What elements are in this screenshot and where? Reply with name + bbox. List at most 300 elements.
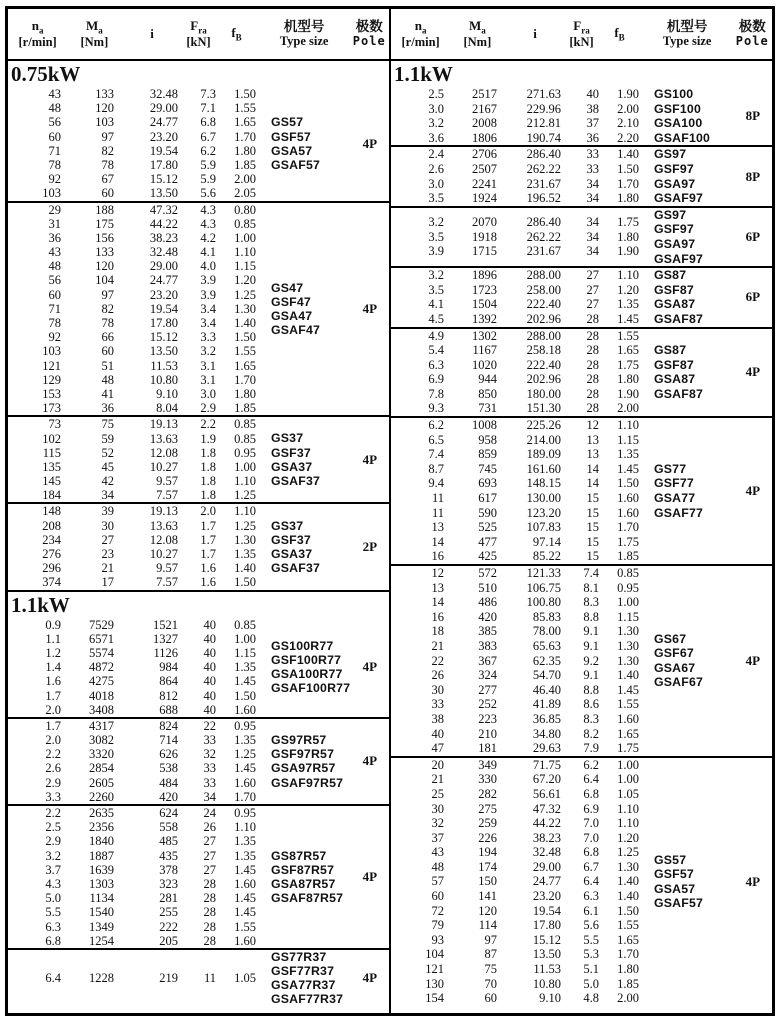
col-header-type	[259, 9, 350, 59]
cell-na: 6.2	[428, 418, 444, 433]
cell-na: 2.5	[45, 820, 61, 835]
table-row	[8, 618, 262, 632]
cell-na: 56	[48, 115, 61, 130]
cell-i: 32.48	[532, 845, 561, 860]
pole-label: 4P	[745, 483, 761, 499]
cell-fb: 1.60	[234, 702, 256, 717]
type-size-label: GSA87	[654, 372, 696, 387]
data-block	[8, 201, 389, 416]
cell-fb: 0.95	[234, 445, 256, 460]
header-symbol-main: n	[31, 17, 39, 33]
cell-i: 32.48	[149, 245, 178, 260]
header-symbol	[597, 26, 641, 43]
cell-fb: 1.10	[234, 504, 256, 519]
cell-fra: 15	[586, 505, 599, 520]
cell-fra: 37	[586, 116, 599, 131]
table-row	[8, 359, 262, 373]
cell-i: 558	[159, 820, 178, 835]
header-symbol-main: f	[614, 24, 619, 40]
cell-na: 1.2	[45, 645, 61, 660]
type-size-label: GS57	[654, 852, 687, 867]
cell-fra: 1.6	[200, 561, 216, 576]
cell-na: 14	[431, 534, 444, 549]
cell-fb: 2.00	[617, 401, 639, 416]
type-size-label: GSAF47	[271, 323, 321, 338]
power-table-left	[8, 9, 391, 1013]
cell-na: 32	[431, 816, 444, 831]
cell-i: 9.57	[156, 474, 178, 489]
cell-na: 73	[48, 417, 61, 432]
cell-ma: 4018	[89, 688, 114, 703]
cell-ma: 2507	[472, 161, 497, 176]
table-row	[8, 387, 262, 401]
cell-na: 3.2	[428, 116, 444, 131]
cell-ma: 486	[478, 595, 497, 610]
type-size-label: GSAF57	[654, 896, 704, 911]
cell-ma: 97	[101, 287, 114, 302]
type-size-label: GSA37	[271, 547, 313, 561]
header-symbol-main: f	[231, 24, 236, 40]
cell-na: 3.9	[428, 244, 444, 259]
cell-i: 13.50	[532, 947, 561, 962]
cell-i: 688	[159, 702, 178, 717]
cell-i: 24.77	[532, 874, 561, 889]
type-size-label: GSA47	[271, 308, 313, 323]
cell-fra: 40	[203, 702, 216, 717]
type-size-label: GSA97	[654, 236, 696, 251]
cell-fb: 1.45	[617, 311, 639, 326]
cell-fb: 1.80	[234, 143, 256, 158]
data-block	[391, 87, 772, 145]
cell-i: 13.50	[149, 344, 178, 359]
type-size-group	[262, 950, 351, 1007]
cell-fb: 1.75	[617, 534, 639, 549]
cell-na: 130	[425, 976, 444, 991]
cell-ma: 383	[478, 638, 497, 653]
cell-ma: 39	[101, 504, 114, 519]
cell-fra: 7.0	[583, 830, 599, 845]
cell-na: 1.1	[45, 631, 61, 646]
cell-fra: 3.9	[200, 273, 216, 288]
cell-fb: 1.45	[234, 905, 256, 920]
cell-fb: 1.40	[234, 316, 256, 330]
cell-na: 60	[48, 129, 61, 144]
header-latin-label: Pole	[735, 34, 769, 48]
cell-fra: 32	[203, 747, 216, 762]
cell-ma: 3408	[89, 702, 114, 717]
type-size-label: GSA97	[654, 176, 696, 191]
data-block	[391, 416, 772, 564]
cell-na: 33	[431, 697, 444, 712]
cell-fra: 7.3	[200, 87, 216, 101]
header-cjk-label: 极数	[738, 19, 766, 34]
cell-fb: 1.00	[617, 595, 639, 610]
cell-i: 212.81	[526, 116, 561, 131]
cell-fra: 40	[203, 631, 216, 646]
cell-fra: 3.1	[200, 372, 216, 387]
cell-fb: 1.10	[234, 820, 256, 835]
cell-ma: 477	[478, 534, 497, 549]
cell-i: 24.77	[149, 115, 178, 130]
cell-fra: 7.4	[583, 566, 599, 580]
cell-fra: 8.1	[583, 580, 599, 595]
table-row	[8, 747, 262, 761]
cell-na: 78	[48, 157, 61, 172]
cell-fra: 8.3	[583, 711, 599, 726]
type-size-label: GSAF37	[271, 474, 321, 489]
cell-na: 21	[431, 638, 444, 653]
table-row	[8, 934, 262, 948]
cell-ma: 1134	[89, 891, 114, 906]
cell-i: 11.53	[150, 358, 178, 373]
cell-fra: 6.7	[200, 129, 216, 144]
cell-fra: 3.1	[200, 358, 216, 373]
type-size-group	[262, 115, 351, 172]
type-size-label: GSF37	[271, 445, 311, 460]
cell-ma: 6571	[89, 631, 114, 646]
type-size-group	[262, 519, 351, 576]
table-row	[391, 860, 645, 875]
type-size-label: GS57	[271, 115, 304, 130]
cell-fb: 1.05	[617, 786, 639, 801]
cell-i: 44.22	[532, 816, 561, 831]
header-symbol-main: i	[150, 26, 154, 41]
cell-ma: 41	[101, 386, 114, 401]
cell-fra: 33	[203, 775, 216, 790]
header-unit: [r/min]	[18, 35, 57, 50]
cell-fb: 1.85	[617, 976, 639, 991]
table-row	[8, 474, 262, 488]
cell-ma: 367	[478, 653, 497, 668]
cell-ma: 67	[101, 172, 114, 187]
table-row	[8, 575, 262, 589]
cell-fb: 1.25	[234, 287, 256, 302]
table-row	[391, 787, 645, 802]
table-row	[8, 776, 262, 790]
type-size-label: GS100R77	[271, 638, 334, 653]
cell-fra: 5.9	[200, 172, 216, 187]
header-symbol-sub: ra	[198, 25, 207, 36]
table-row	[8, 920, 262, 934]
cell-fra: 6.8	[583, 845, 599, 860]
cell-fb: 1.00	[234, 631, 256, 646]
cell-fra: 5.5	[583, 932, 599, 947]
header-symbol-sub: a	[98, 25, 103, 36]
cell-fb: 1.90	[617, 386, 639, 401]
cell-fra: 2.9	[200, 401, 216, 416]
table-row	[391, 343, 645, 358]
cell-fb: 1.00	[234, 230, 256, 245]
table-row	[8, 417, 262, 431]
cell-na: 18	[431, 624, 444, 639]
row-group	[391, 758, 645, 1006]
cell-ma: 385	[478, 624, 497, 639]
table-row	[8, 316, 262, 330]
table-row	[391, 462, 645, 477]
type-size-label: GSF47	[271, 294, 311, 309]
cell-i: 32.48	[149, 87, 178, 101]
type-size-group	[645, 853, 734, 911]
cell-fb: 0.85	[234, 417, 256, 432]
cell-fra: 15	[586, 520, 599, 535]
cell-fra: 15	[586, 491, 599, 506]
cell-na: 184	[42, 488, 61, 503]
table-row	[391, 191, 645, 206]
cell-fra: 6.8	[200, 115, 216, 130]
table-row	[8, 460, 262, 474]
table-row	[8, 101, 262, 115]
cell-i: 23.20	[149, 287, 178, 302]
cell-ma: 97	[484, 932, 497, 947]
header-symbol-main: M	[85, 17, 99, 33]
cell-fra: 5.3	[583, 947, 599, 962]
data-block	[8, 618, 389, 717]
type-size-label: GSF97	[654, 222, 694, 237]
cell-ma: 2605	[89, 775, 114, 790]
cell-ma: 745	[478, 461, 497, 476]
table-row	[391, 506, 645, 521]
cell-na: 2.0	[45, 733, 61, 748]
cell-fb: 1.85	[234, 157, 256, 172]
cell-i: 9.10	[539, 991, 561, 1006]
cell-ma: 1715	[472, 244, 497, 259]
table-row	[391, 312, 645, 327]
cell-fb: 1.50	[617, 903, 639, 918]
col-header-pole	[733, 9, 772, 59]
cell-ma: 51	[101, 358, 114, 373]
data-block	[8, 948, 389, 1007]
cell-ma: 2260	[89, 789, 114, 804]
cell-fra: 1.8	[200, 445, 216, 460]
cell-ma: 174	[478, 859, 497, 874]
table-row	[391, 741, 645, 756]
cell-fra: 28	[586, 328, 599, 343]
cell-fb: 1.15	[234, 645, 256, 660]
cell-fb: 1.50	[234, 87, 256, 101]
cell-na: 9.4	[428, 476, 444, 491]
data-block	[391, 206, 772, 266]
table-row	[8, 231, 262, 245]
table-row	[391, 610, 645, 625]
cell-fb: 1.70	[234, 372, 256, 387]
cell-i: 23.20	[532, 889, 561, 904]
table-row	[391, 491, 645, 506]
cell-i: 161.60	[526, 461, 561, 476]
cell-i: 202.96	[526, 311, 561, 326]
cell-i: 180.00	[526, 386, 561, 401]
cell-ma: 3082	[89, 733, 114, 748]
cell-ma: 1303	[89, 876, 114, 891]
table-row	[8, 330, 262, 344]
table-row	[391, 358, 645, 373]
table-row	[391, 520, 645, 535]
header-symbol-sub: B	[235, 32, 242, 43]
type-size-label: GSAF67	[654, 675, 704, 690]
cell-na: 3.0	[428, 101, 444, 116]
table-row	[391, 595, 645, 610]
cell-fb: 1.85	[234, 401, 256, 416]
col-header-fra	[566, 9, 598, 59]
cell-i: 255	[159, 905, 178, 920]
cell-na: 1.4	[45, 660, 61, 675]
data-block	[391, 266, 772, 326]
type-size-label: GSF87	[654, 357, 694, 372]
cell-fra: 4.2	[200, 230, 216, 245]
table-row	[391, 244, 645, 259]
cell-fra: 9.1	[583, 638, 599, 653]
cell-na: 7.8	[428, 386, 444, 401]
cell-ma: 120	[95, 101, 114, 116]
cell-na: 60	[431, 889, 444, 904]
type-size-group	[262, 849, 351, 906]
cell-ma: 1840	[89, 834, 114, 849]
cell-fb: 1.10	[617, 418, 639, 433]
cell-fra: 3.2	[200, 344, 216, 359]
cell-fra: 1.7	[200, 518, 216, 533]
type-size-label: GS100	[654, 87, 694, 101]
cell-na: 4.5	[428, 311, 444, 326]
cell-i: 15.12	[532, 932, 561, 947]
cell-na: 296	[42, 561, 61, 576]
table-row	[8, 217, 262, 231]
cell-na: 79	[431, 918, 444, 933]
table-row	[8, 761, 262, 775]
cell-fb: 1.35	[617, 447, 639, 462]
cell-fra: 13	[586, 432, 599, 447]
cell-ma: 141	[478, 889, 497, 904]
cell-ma: 1806	[472, 130, 497, 145]
cell-na: 43	[48, 87, 61, 101]
cell-na: 135	[42, 459, 61, 474]
cell-i: 19.54	[532, 903, 561, 918]
table-row	[8, 488, 262, 502]
cell-fb: 1.20	[617, 282, 639, 297]
header-symbol	[8, 19, 67, 36]
row-group	[8, 719, 262, 804]
table-row	[391, 581, 645, 596]
cell-i: 202.96	[526, 372, 561, 387]
cell-fb: 1.60	[234, 933, 256, 948]
cell-na: 6.4	[45, 971, 61, 986]
cell-i: 106.75	[526, 580, 561, 595]
cell-na: 102	[42, 431, 61, 446]
cell-i: 34.80	[532, 726, 561, 741]
type-size-label: GSA87	[654, 297, 696, 312]
header-symbol	[505, 27, 566, 41]
cell-fb: 1.10	[234, 474, 256, 489]
cell-ma: 188	[95, 202, 114, 217]
cell-fb: 1.40	[617, 889, 639, 904]
table-row	[391, 102, 645, 117]
header-symbol	[67, 19, 121, 36]
cell-fra: 4.8	[583, 991, 599, 1006]
pole-label: 4P	[362, 970, 378, 986]
cell-i: 378	[159, 862, 178, 877]
cell-fb: 2.00	[234, 172, 256, 187]
cell-i: 538	[159, 761, 178, 776]
data-block	[8, 804, 389, 948]
table-row	[391, 624, 645, 639]
cell-fb: 1.35	[234, 848, 256, 863]
cell-fra: 8.8	[583, 609, 599, 624]
header-symbol-sub: a	[38, 25, 44, 36]
cell-ma: 78	[101, 316, 114, 330]
power-table-right	[391, 9, 772, 1013]
table-row	[391, 654, 645, 669]
type-size-label: GSAF87	[654, 386, 704, 401]
cell-i: 258.00	[526, 282, 561, 297]
cell-ma: 59	[101, 431, 114, 446]
type-size-label: GSA57	[654, 881, 696, 896]
cell-i: 123.20	[526, 505, 561, 520]
cell-na: 2.9	[45, 834, 61, 849]
cell-ma: 36	[101, 401, 114, 416]
table-row	[8, 186, 262, 200]
header-unit: [Nm]	[463, 35, 492, 50]
table-row	[8, 849, 262, 863]
cell-fra: 6.3	[583, 889, 599, 904]
cell-i: 229.96	[526, 101, 561, 116]
cell-na: 31	[48, 216, 61, 231]
cell-fb: 1.80	[617, 191, 639, 206]
cell-ma: 1349	[89, 919, 114, 934]
type-size-label: GSF57	[271, 129, 311, 144]
table-row	[8, 561, 262, 575]
cell-na: 13	[431, 520, 444, 535]
cell-i: 8.04	[156, 401, 178, 416]
cell-i: 222.40	[526, 357, 561, 372]
cell-na: 104	[425, 947, 444, 962]
cell-i: 10.80	[149, 372, 178, 387]
cell-i: 46.40	[532, 682, 561, 697]
type-size-label: GSF87	[654, 282, 694, 297]
cell-na: 3.3	[45, 789, 61, 804]
header-symbol	[122, 27, 183, 41]
table-row	[391, 297, 645, 312]
table-row	[391, 447, 645, 462]
cell-fb: 1.65	[234, 358, 256, 373]
cell-fb: 0.85	[234, 617, 256, 632]
cell-fb: 1.40	[234, 561, 256, 576]
cell-i: 262.22	[526, 161, 561, 176]
row-group	[8, 203, 262, 416]
cell-fb: 1.50	[234, 688, 256, 703]
cell-ma: 277	[478, 682, 497, 697]
cell-fra: 2.2	[200, 417, 216, 432]
type-size-label: GSA100R77	[271, 667, 343, 682]
cell-i: 1126	[153, 645, 178, 660]
table-row	[8, 719, 262, 733]
row-group	[391, 418, 645, 564]
cell-na: 93	[431, 932, 444, 947]
col-header-ma	[450, 9, 504, 59]
cell-fb: 1.45	[617, 682, 639, 697]
cell-i: 189.09	[526, 447, 561, 462]
data-block	[391, 145, 772, 205]
cell-fb: 0.85	[617, 566, 639, 580]
table-row	[391, 977, 645, 992]
cell-fra: 36	[586, 130, 599, 145]
table-row	[391, 566, 645, 581]
cell-na: 57	[431, 874, 444, 889]
cell-na: 29	[48, 202, 61, 217]
table-row	[391, 772, 645, 787]
cell-fra: 4.3	[200, 202, 216, 217]
cell-fra: 1.7	[200, 532, 216, 547]
cell-na: 3.5	[428, 191, 444, 206]
row-group	[391, 147, 645, 205]
section-title: 1.1kW	[11, 592, 70, 617]
